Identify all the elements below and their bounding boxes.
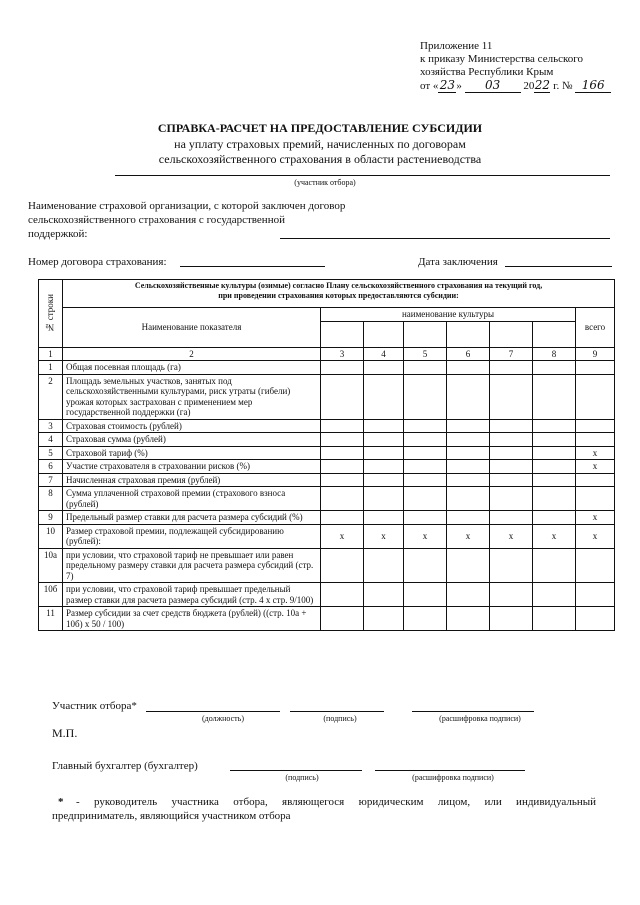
value-cell[interactable] xyxy=(533,487,576,511)
signature-caption: (подпись) xyxy=(323,714,357,723)
table-row xyxy=(39,487,615,511)
table-row xyxy=(39,361,615,375)
value-cell[interactable] xyxy=(533,433,576,447)
value-cell[interactable] xyxy=(404,583,447,607)
not-applicable-cell: x xyxy=(321,524,364,548)
value-cell[interactable] xyxy=(404,361,447,375)
crops-header-1: Сельскохозяйственные культуры (озимые) согласно Плану сельскохозяйственного страхования на текущий год, xyxy=(134,281,543,290)
value-cell[interactable] xyxy=(447,487,490,511)
accountant-decode-line[interactable] xyxy=(375,770,525,771)
value-cell[interactable] xyxy=(404,473,447,487)
date-quote-close: » xyxy=(456,80,462,92)
row-indicator: Начисленная страховая премия (рублей) xyxy=(63,473,321,487)
accountant-signature-line[interactable] xyxy=(230,770,362,771)
position-caption: (должность) xyxy=(202,714,244,723)
value-cell[interactable] xyxy=(364,374,404,419)
value-cell[interactable] xyxy=(576,419,615,433)
not-applicable-cell: x xyxy=(490,524,533,548)
date-day: 23 xyxy=(439,78,456,92)
value-cell[interactable] xyxy=(533,374,576,419)
value-cell[interactable] xyxy=(447,419,490,433)
row-indicator: при условии, что страховой тариф превышает предельный размер ставки для расчета размера субсидий (стр. 4 x стр. 9/100) xyxy=(63,583,321,607)
value-cell[interactable] xyxy=(321,583,364,607)
value-cell[interactable] xyxy=(533,460,576,474)
value-cell[interactable] xyxy=(364,419,404,433)
value-cell[interactable] xyxy=(364,607,404,631)
value-cell[interactable] xyxy=(364,460,404,474)
crop-name-cell[interactable] xyxy=(490,321,533,347)
value-cell[interactable] xyxy=(321,511,364,525)
document-title: СПРАВКА-РАСЧЕТ НА ПРЕДОСТАВЛЕНИЕ СУБСИДИИ xyxy=(157,121,483,135)
row-number: 10а xyxy=(39,548,63,583)
row-indicator: Предельный размер ставки для расчета размера субсидий (%) xyxy=(63,511,321,525)
value-cell[interactable] xyxy=(490,460,533,474)
accountant-decode-caption: (расшифровка подписи) xyxy=(412,773,494,782)
crop-name-cell[interactable] xyxy=(404,321,447,347)
position-line[interactable] xyxy=(146,711,280,712)
row-number: 5 xyxy=(39,446,63,460)
value-cell[interactable] xyxy=(576,487,615,511)
column-number: 2 xyxy=(63,347,321,361)
table-body xyxy=(39,361,615,631)
rownum-header: № строки xyxy=(45,294,56,333)
value-cell[interactable] xyxy=(490,487,533,511)
row-number: 8 xyxy=(39,487,63,511)
value-cell[interactable] xyxy=(364,361,404,375)
value-cell[interactable] xyxy=(533,583,576,607)
rownum-header-cell xyxy=(39,280,63,348)
date-year-prefix: 20 xyxy=(523,80,535,92)
row-indicator: Сумма уплаченной страховой премии (страхового взноса (рублей) xyxy=(63,487,321,511)
row-number: 7 xyxy=(39,473,63,487)
appendix-block xyxy=(420,40,611,93)
value-cell[interactable] xyxy=(447,607,490,631)
row-number: 10б xyxy=(39,583,63,607)
contract-number-line[interactable] xyxy=(180,266,325,267)
row-indicator: Площадь земельных участков, занятых под сельскохозяйственными культурами, риск утраты (гибели) урожая которых застрахован с применением мер государственной поддержки (га) xyxy=(63,374,321,419)
row-number: 6 xyxy=(39,460,63,474)
value-cell[interactable] xyxy=(404,374,447,419)
appendix-date-line xyxy=(420,79,611,93)
decode-line[interactable] xyxy=(412,711,534,712)
insurer-label-1: Наименование страховой организации, с которой заключен договор xyxy=(28,200,346,212)
value-cell[interactable] xyxy=(576,607,615,631)
table-row xyxy=(39,511,615,525)
row-number: 9 xyxy=(39,511,63,525)
value-cell[interactable] xyxy=(404,511,447,525)
date-year-label: г. № xyxy=(550,80,573,92)
value-cell[interactable] xyxy=(576,473,615,487)
crop-name-cell[interactable] xyxy=(321,321,364,347)
row-indicator: Размер страховой премии, подлежащей субсидированию (рублей): xyxy=(63,524,321,548)
contract-date-label: Дата заключения xyxy=(418,256,498,268)
not-applicable-cell: x xyxy=(576,446,615,460)
not-applicable-cell: x xyxy=(364,524,404,548)
accountant-signature-caption: (подпись) xyxy=(285,773,319,782)
value-cell[interactable] xyxy=(404,433,447,447)
row-indicator: при условии, что страховой тариф не превышает или равен предельному размеру ставки для расчета размера субсидий (стр. 7) xyxy=(63,548,321,583)
row-indicator: Страховая стоимость (рублей) xyxy=(63,419,321,433)
table-row xyxy=(39,607,615,631)
table-row xyxy=(39,446,615,460)
value-cell[interactable] xyxy=(447,511,490,525)
value-cell[interactable] xyxy=(490,446,533,460)
row-number: 3 xyxy=(39,419,63,433)
value-cell[interactable] xyxy=(533,548,576,583)
date-year-suffix: 22 xyxy=(534,78,551,92)
row-indicator: Размер субсидии за счет средств бюджета (рублей) ((стр. 10а + 10б) x 50 / 100) xyxy=(63,607,321,631)
decode-caption: (расшифровка подписи) xyxy=(439,714,521,723)
value-cell[interactable] xyxy=(490,419,533,433)
footnote-line-2: предприниматель, являющийся участником отбора xyxy=(52,810,291,822)
value-cell[interactable] xyxy=(533,419,576,433)
column-number: 9 xyxy=(576,347,615,361)
value-cell[interactable] xyxy=(490,433,533,447)
value-cell[interactable] xyxy=(490,361,533,375)
value-cell[interactable] xyxy=(364,473,404,487)
crop-name-cell[interactable] xyxy=(447,321,490,347)
value-cell[interactable] xyxy=(321,374,364,419)
row-indicator: Участие страхователя в страховании рисков (%) xyxy=(63,460,321,474)
value-cell[interactable] xyxy=(447,460,490,474)
value-cell[interactable] xyxy=(321,607,364,631)
table-row xyxy=(39,374,615,419)
row-indicator: Страховая сумма (рублей) xyxy=(63,433,321,447)
row-number: 10 xyxy=(39,524,63,548)
not-applicable-cell: x xyxy=(533,524,576,548)
stamp-label: М.П. xyxy=(52,726,78,740)
table-row xyxy=(39,460,615,474)
value-cell[interactable] xyxy=(404,548,447,583)
order-number: 166 xyxy=(575,79,611,93)
total-header: всего xyxy=(576,308,615,348)
crop-name-cell[interactable] xyxy=(533,321,576,347)
crops-header-2: при проведении страхования которых предоставляются субсидии: xyxy=(218,291,459,300)
row-indicator: Общая посевная площадь (га) xyxy=(63,361,321,375)
value-cell[interactable] xyxy=(321,361,364,375)
crop-name-header: наименование культуры xyxy=(321,308,576,322)
column-number: 3 xyxy=(321,347,364,361)
table-row xyxy=(39,524,615,548)
value-cell[interactable] xyxy=(321,548,364,583)
value-cell[interactable] xyxy=(533,607,576,631)
value-cell[interactable] xyxy=(576,548,615,583)
column-numbers-row xyxy=(39,347,615,361)
value-cell[interactable] xyxy=(404,460,447,474)
row-indicator: Страховой тариф (%) xyxy=(63,446,321,460)
date-month: 03 xyxy=(465,79,521,93)
value-cell[interactable] xyxy=(490,511,533,525)
appendix-title: Приложение 11 xyxy=(420,40,493,52)
not-applicable-cell: x xyxy=(576,511,615,525)
insurer-label-3: поддержкой: xyxy=(28,228,88,240)
value-cell[interactable] xyxy=(321,433,364,447)
value-cell[interactable] xyxy=(321,473,364,487)
value-cell[interactable] xyxy=(404,607,447,631)
row-number: 4 xyxy=(39,433,63,447)
participant-line[interactable] xyxy=(115,175,610,176)
not-applicable-cell: x xyxy=(447,524,490,548)
date-from-label: от « xyxy=(420,80,439,92)
value-cell[interactable] xyxy=(576,361,615,375)
value-cell[interactable] xyxy=(321,419,364,433)
crops-header-cell xyxy=(63,280,615,308)
crop-name-cell[interactable] xyxy=(364,321,404,347)
insurer-input-line[interactable] xyxy=(280,238,610,239)
column-number: 7 xyxy=(490,347,533,361)
footnote-line-1: - руководитель участника отбора, являющегося юридическим лицом, или индивидуальный xyxy=(76,796,596,808)
not-applicable-cell: x xyxy=(576,524,615,548)
value-cell[interactable] xyxy=(533,446,576,460)
appendix-ministry: хозяйства Республики Крым xyxy=(420,66,554,78)
document-subtitle-2: сельскохозяйственного страхования в области растениеводства xyxy=(158,152,482,166)
document-subtitle-1: на уплату страховых премий, начисленных по договорам xyxy=(174,137,466,151)
row-number: 11 xyxy=(39,607,63,631)
value-cell[interactable] xyxy=(490,374,533,419)
not-applicable-cell: x xyxy=(576,460,615,474)
value-cell[interactable] xyxy=(321,446,364,460)
contract-date-line[interactable] xyxy=(505,266,612,267)
row-number: 2 xyxy=(39,374,63,419)
value-cell[interactable] xyxy=(447,374,490,419)
value-cell[interactable] xyxy=(490,583,533,607)
value-cell[interactable] xyxy=(490,548,533,583)
contract-number-label: Номер договора страхования: xyxy=(28,256,167,268)
subsidy-table xyxy=(38,279,615,631)
participant-caption: (участник отбора) xyxy=(294,178,356,187)
value-cell[interactable] xyxy=(404,487,447,511)
value-cell[interactable] xyxy=(364,583,404,607)
footnote-mark: * xyxy=(58,796,64,808)
value-cell[interactable] xyxy=(447,473,490,487)
participant-signature-label: Участник отбора* xyxy=(52,700,137,712)
column-number: 6 xyxy=(447,347,490,361)
value-cell[interactable] xyxy=(447,446,490,460)
table-row xyxy=(39,419,615,433)
value-cell[interactable] xyxy=(447,583,490,607)
value-cell[interactable] xyxy=(364,511,404,525)
column-number: 4 xyxy=(364,347,404,361)
table-row xyxy=(39,473,615,487)
value-cell[interactable] xyxy=(447,548,490,583)
accountant-label: Главный бухгалтер (бухгалтер) xyxy=(52,760,198,772)
value-cell[interactable] xyxy=(321,460,364,474)
value-cell[interactable] xyxy=(321,487,364,511)
value-cell[interactable] xyxy=(576,433,615,447)
indicator-header: Наименование показателя xyxy=(63,308,321,348)
value-cell[interactable] xyxy=(533,361,576,375)
value-cell[interactable] xyxy=(533,473,576,487)
signature-line[interactable] xyxy=(290,711,384,712)
value-cell[interactable] xyxy=(533,511,576,525)
not-applicable-cell: x xyxy=(404,524,447,548)
row-number: 1 xyxy=(39,361,63,375)
value-cell[interactable] xyxy=(447,361,490,375)
value-cell[interactable] xyxy=(364,548,404,583)
column-number: 5 xyxy=(404,347,447,361)
table-row xyxy=(39,548,615,583)
value-cell[interactable] xyxy=(364,446,404,460)
value-cell[interactable] xyxy=(576,583,615,607)
table-row xyxy=(39,433,615,447)
value-cell[interactable] xyxy=(447,433,490,447)
value-cell[interactable] xyxy=(364,487,404,511)
value-cell[interactable] xyxy=(490,473,533,487)
value-cell[interactable] xyxy=(364,433,404,447)
value-cell[interactable] xyxy=(490,607,533,631)
column-number: 1 xyxy=(39,347,63,361)
value-cell[interactable] xyxy=(404,446,447,460)
value-cell[interactable] xyxy=(404,419,447,433)
value-cell[interactable] xyxy=(576,374,615,419)
insurer-label-2: сельскохозяйственного страхования с государственной xyxy=(28,214,285,226)
table-row xyxy=(39,583,615,607)
column-number: 8 xyxy=(533,347,576,361)
appendix-order: к приказу Министерства сельского xyxy=(420,53,583,65)
